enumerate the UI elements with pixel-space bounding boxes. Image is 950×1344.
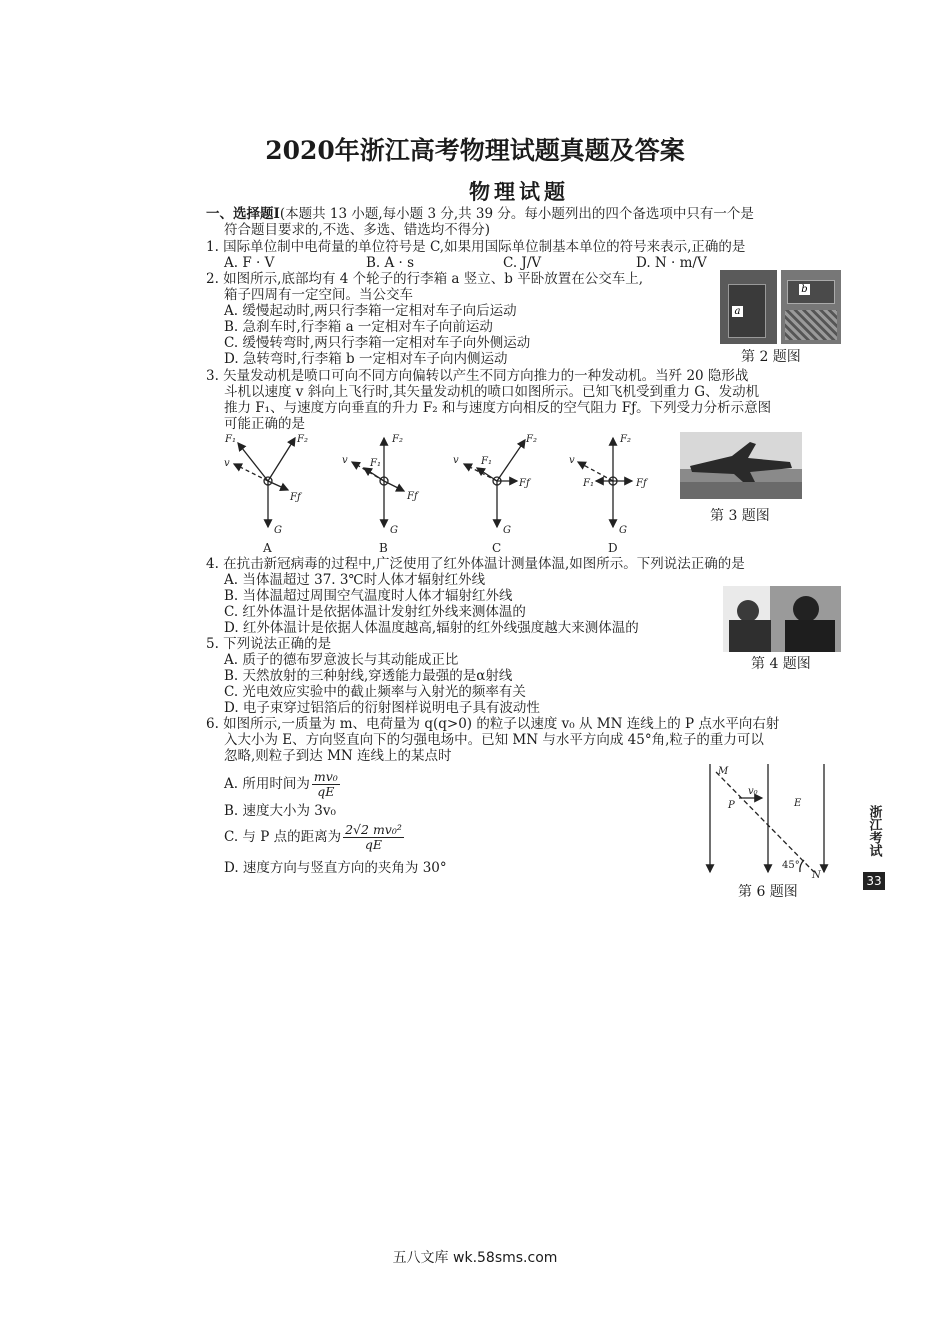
q3-b-f1-label: F₁ (370, 458, 381, 469)
side-tab-label (862, 805, 886, 857)
q3-c-f1-label: F₁ (481, 456, 492, 467)
q3-a-g-label: G (274, 525, 282, 536)
q6-label-n: N (812, 870, 821, 880)
q3-b-v-label: v (342, 455, 348, 466)
q3-b-f2-label: F₂ (392, 434, 403, 445)
q1-option-c: C. J/V (503, 255, 542, 271)
jet-silhouette-icon (680, 432, 802, 499)
q4-thermometer-photo (723, 586, 841, 652)
q3-stem-line3: 推力 F₁、与速度方向垂直的升力 F₂ 和与速度方向相反的空气阻力 Fƒ。下列受力分析示意图 (224, 400, 772, 416)
q2-figure-caption: 第 2 题图 (741, 349, 801, 365)
q2-option-b: B. 急刹车时,行李箱 a 一定相对车子向前运动 (224, 319, 493, 335)
q6-figure-caption: 第 6 题图 (738, 884, 798, 900)
q2-photo-label-b: b (799, 284, 810, 295)
q3-d-ff-label: Fƒ (636, 478, 647, 489)
q3-a-ff-label: Fƒ (290, 492, 301, 503)
q5-option-b: B. 天然放射的三种射线,穿透能力最强的是α射线 (224, 668, 513, 684)
q2-stem-line2: 箱子四周有一定空间。当公交车 (224, 287, 413, 303)
q3-b-g-label: G (390, 525, 398, 536)
q6-label-v0: v₀ (748, 786, 758, 797)
section-heading-label: 一、选择题Ⅰ (206, 206, 280, 222)
q6-option-c (224, 823, 404, 852)
page-number-badge: 33 (863, 872, 885, 890)
q6-label-m: M (718, 766, 729, 777)
q3-letter-b: B (379, 541, 388, 555)
q3-d-f1-label: F₁ (583, 478, 594, 489)
q4-stem: 4. 在抗击新冠病毒的过程中,广泛使用了红外体温计测量体温,如图所示。下列说法正确的是 (206, 556, 745, 572)
q6-option-d: D. 速度方向与竖直方向的夹角为 30° (224, 860, 447, 876)
q6-option-a-prefix: A. 所用时间为 (224, 776, 310, 792)
q3-b-ff-label: Fƒ (407, 491, 418, 502)
q6-option-c-denominator: qE (364, 837, 383, 852)
q5-option-a: A. 质子的德布罗意波长与其动能成正比 (224, 652, 459, 668)
q6-label-e: E (794, 798, 802, 809)
q3-stem-line2: 斗机以速度 v 斜向上飞行时,其矢量发动机的喷口如图所示。已知飞机受到重力 G、发动机 (224, 384, 760, 400)
q6-option-a-denominator: qE (317, 784, 335, 799)
q6-stem-line2: 入大小为 E、方向竖直向下的匀强电场中。已知 MN 与水平方向成 45°角,粒子的重力可以 (224, 732, 764, 748)
q5-option-c: C. 光电效应实验中的截止频率与入射光的频率有关 (224, 684, 526, 700)
q6-label-p: P (728, 800, 735, 811)
q6-option-a-numerator: mv₀ (313, 769, 338, 784)
q6-stem-line1: 6. 如图所示,一质量为 m、电荷量为 q(q>0) 的粒子以速度 v₀ 从 MN 连线上的 P 点水平向右射 (206, 716, 780, 732)
q3-letter-c: C (492, 541, 502, 555)
q6-option-a (224, 770, 340, 799)
q3-d-g-label: G (619, 525, 627, 536)
q6-option-c-fraction (343, 823, 404, 852)
q2-option-d: D. 急转弯时,行李箱 b 一定相对车子向内侧运动 (224, 351, 508, 367)
q6-option-c-prefix: C. 与 P 点的距离为 (224, 829, 342, 845)
section-intro-line1: (本题共 13 小题,每小题 3 分,共 39 分。每小题列出的四个备选项中只有一个是 (279, 206, 754, 222)
q4-option-c: C. 红外体温计是依据体温计发射红外线来测体温的 (224, 604, 526, 620)
q3-d-f2-label: F₂ (620, 434, 631, 445)
side-tab-text: 浙江考试 (866, 805, 882, 857)
q2-option-c: C. 缓慢转弯时,两只行李箱一定相对车子向外侧运动 (224, 335, 531, 351)
q1-option-b: B. A · s (366, 255, 415, 271)
q3-c-v-label: v (453, 455, 459, 466)
q3-a-v-label: v (224, 458, 230, 469)
q6-label-angle: 45° (782, 860, 800, 871)
q3-diagram-c (464, 440, 525, 527)
q3-stem-line4: 可能正确的是 (224, 416, 305, 432)
q3-d-v-label: v (569, 455, 575, 466)
q2-option-a: A. 缓慢起动时,两只行李箱一定相对车子向后运动 (224, 303, 517, 319)
q3-letter-a: A (263, 541, 272, 555)
q3-figure-caption: 第 3 题图 (710, 508, 770, 524)
q3-c-ff-label: Fƒ (519, 478, 530, 489)
q2-photo-label-a: a (732, 306, 743, 317)
q3-a-f1-label: F₁ (225, 434, 236, 445)
q3-jet-photo (680, 432, 802, 499)
section-intro-line2: 符合题目要求的,不选、多选、错选均不得分) (224, 222, 491, 238)
q3-diagram-a (234, 438, 295, 527)
q5-stem: 5. 下列说法正确的是 (206, 636, 332, 652)
q2-stem-line1: 2. 如图所示,底部均有 4 个轮子的行李箱 a 竖立、b 平卧放置在公交车上, (206, 271, 643, 287)
q3-diagram-b (352, 438, 404, 527)
q1-option-a: A. F · V (224, 255, 275, 271)
q3-stem-line1: 3. 矢量发动机是喷口可向不同方向偏转以产生不同方向推力的一种发动机。当歼 20 隐形战 (206, 368, 749, 384)
q3-c-f2-label: F₂ (526, 434, 537, 445)
q4-option-b: B. 当体温超过周围空气温度时人体才辐射红外线 (224, 588, 513, 604)
q3-letter-d: D (608, 541, 618, 555)
q6-option-a-fraction (312, 770, 340, 799)
exam-subtitle: 物理试题 (469, 179, 569, 204)
q1-stem: 1. 国际单位制中电荷量的单位符号是 C,如果用国际单位制基本单位的符号来表示,正确的是 (206, 239, 746, 255)
q3-a-f2-label: F₂ (297, 434, 308, 445)
q6-option-b: B. 速度大小为 3v₀ (224, 803, 336, 819)
q3-c-g-label: G (503, 525, 511, 536)
q4-option-a: A. 当体温超过 37. 3℃时人体才辐射红外线 (224, 572, 486, 588)
q6-option-c-numerator: 2√2 mv₀² (345, 822, 402, 837)
footer-watermark: 五八文库 wk.58sms.com (392, 1250, 558, 1266)
q6-field-diagram (700, 760, 840, 880)
page-title: 2020年浙江高考物理试题真题及答案 (265, 136, 685, 165)
q1-option-d: D. N · m/V (636, 255, 707, 271)
q3-force-diagrams (0, 0, 950, 560)
q5-option-d: D. 电子束穿过铝箔后的衍射图样说明电子具有波动性 (224, 700, 540, 716)
q6-stem-line3: 忽略,则粒子到达 MN 连线上的某点时 (224, 748, 452, 764)
q4-option-d: D. 红外体温计是依据人体温度越高,辐射的红外线强度越大来测体温的 (224, 620, 639, 636)
q4-figure-caption: 第 4 题图 (751, 656, 811, 672)
